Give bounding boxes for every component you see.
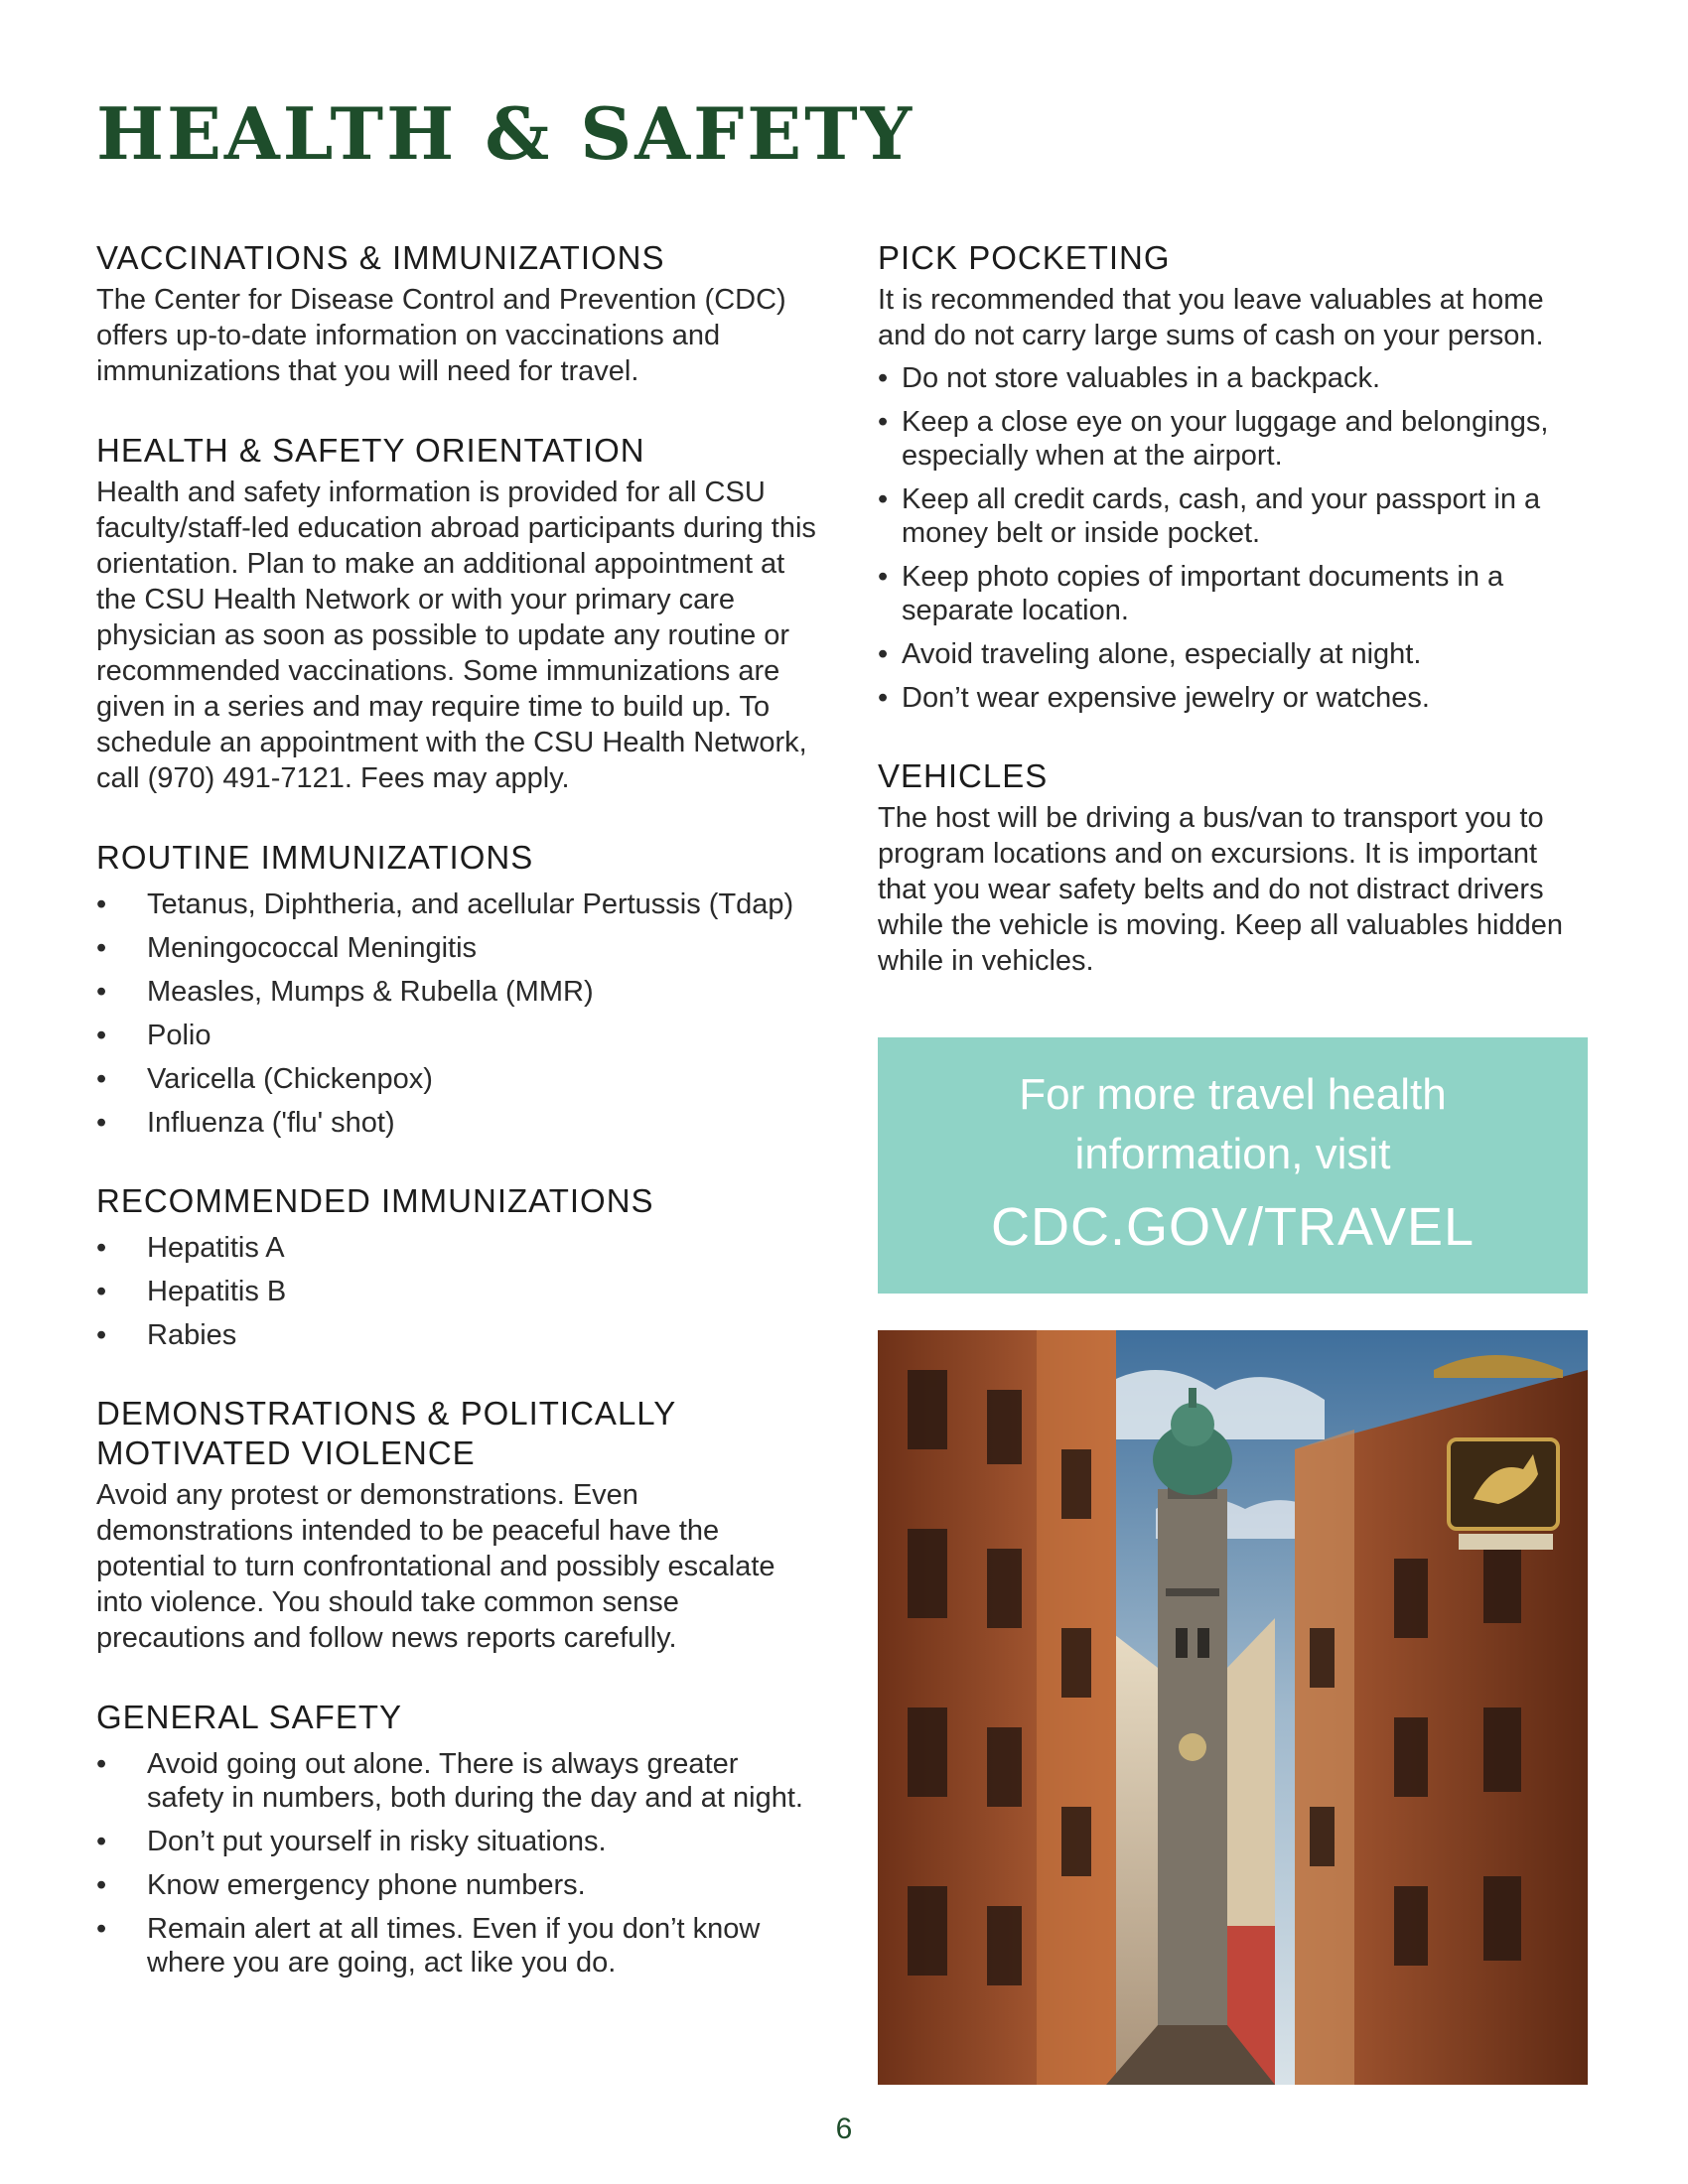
routine-heading: ROUTINE IMMUNIZATIONS [96,839,534,876]
vaccinations-section [96,238,816,389]
street-photo-illustration [878,1330,1588,2085]
vaccinations-text: The Center for Disease Control and Prevention (CDC) offers up-to-date information on vaccinations and immunizations that you will need for travel. [96,284,786,387]
list-item: • Hepatitis A [96,1231,816,1265]
recommended-list [96,1231,816,1352]
pickpocketing-heading: PICK POCKETING [878,239,1171,276]
list-item: • Rabies [96,1318,816,1352]
recommended-heading: RECOMMENDED IMMUNIZATIONS [96,1182,654,1219]
page-number: 6 [835,2113,853,2145]
orientation-section [96,431,816,796]
list-item: • Meningococcal Meningitis [96,931,816,965]
list-item: • Don’t put yourself in risky situations. [96,1825,816,1858]
list-item: • Know emergency phone numbers. [96,1868,816,1902]
right-column [878,238,1593,1021]
general-safety-heading: GENERAL SAFETY [96,1699,403,1735]
callout-text: For more travel health information, visit [1019,1070,1447,1178]
pickpocketing-section [878,238,1593,715]
street-photo [878,1330,1588,2085]
pickpocketing-list [878,361,1593,715]
list-item: • Influenza ('flu' shot) [96,1106,816,1140]
orientation-text: Health and safety information is provided for all CSU faculty/staff-led education abroad participants during this orientation. Plan to make an additional appointment at the CSU Health Network or with your primary care physician as soon as possible to update any routine or recommended vaccinations. Some immunizations are given in a series and may require time to build up. To schedule an appointment with the CSU Health Network, call (970) 491-7121. Fees may apply. [96,477,816,794]
vehicles-heading: VEHICLES [878,757,1049,794]
general-safety-list [96,1747,816,1979]
routine-list [96,887,816,1140]
demonstrations-text: Avoid any protest or demonstrations. Even demonstrations intended to be peaceful have the potential to turn confrontational and possibly escalate into violence. You should take common sense precautions and follow news reports carefully. [96,1479,775,1654]
list-item: • Don’t wear expensive jewelry or watches. [878,681,1593,715]
list-item: • Keep all credit cards, cash, and your passport in a money belt or inside pocket. [878,482,1593,550]
demonstrations-section [96,1394,816,1656]
list-item: • Varicella (Chickenpox) [96,1062,816,1096]
general-safety-section [96,1698,816,1979]
vehicles-section [878,756,1593,979]
list-item: • Avoid traveling alone, especially at night. [878,637,1593,671]
orientation-heading: HEALTH & SAFETY ORIENTATION [96,432,645,469]
list-item: • Hepatitis B [96,1275,816,1308]
list-item: • Keep a close eye on your luggage and belongings, especially when at the airport. [878,405,1593,473]
pickpocketing-text: It is recommended that you leave valuables at home and do not carry large sums of cash on your person. [878,284,1544,351]
list-item: • Do not store valuables in a backpack. [878,361,1593,395]
routine-immunizations-section [96,838,816,1140]
vehicles-text: The host will be driving a bus/van to transport you to program locations and on excursions. It is important that you wear safety belts and do not distract drivers while the vehicle is moving. Keep all valuables hidden while in vehicles. [878,802,1563,977]
list-item: • Measles, Mumps & Rubella (MMR) [96,975,816,1009]
recommended-immunizations-section [96,1181,816,1352]
list-item: • Keep photo copies of important documents in a separate location. [878,560,1593,627]
cdc-callout-box [878,1037,1588,1294]
left-column [96,238,816,2021]
list-item: • Avoid going out alone. There is always greater safety in numbers, both during the day and at night. [96,1747,816,1815]
list-item: • Tetanus, Diphtheria, and acellular Pertussis (Tdap) [96,887,816,921]
cdc-travel-link[interactable]: CDC.GOV/TRAVEL [990,1197,1476,1257]
demonstrations-heading: DEMONSTRATIONS & POLITICALLY MOTIVATED VIOLENCE [96,1395,676,1471]
vaccinations-heading: VACCINATIONS & IMMUNIZATIONS [96,239,665,276]
list-item: • Remain alert at all times. Even if you don’t know where you are going, act like you do. [96,1912,816,1979]
page-title: HEALTH & SAFETY [96,91,915,176]
list-item: • Polio [96,1019,816,1052]
